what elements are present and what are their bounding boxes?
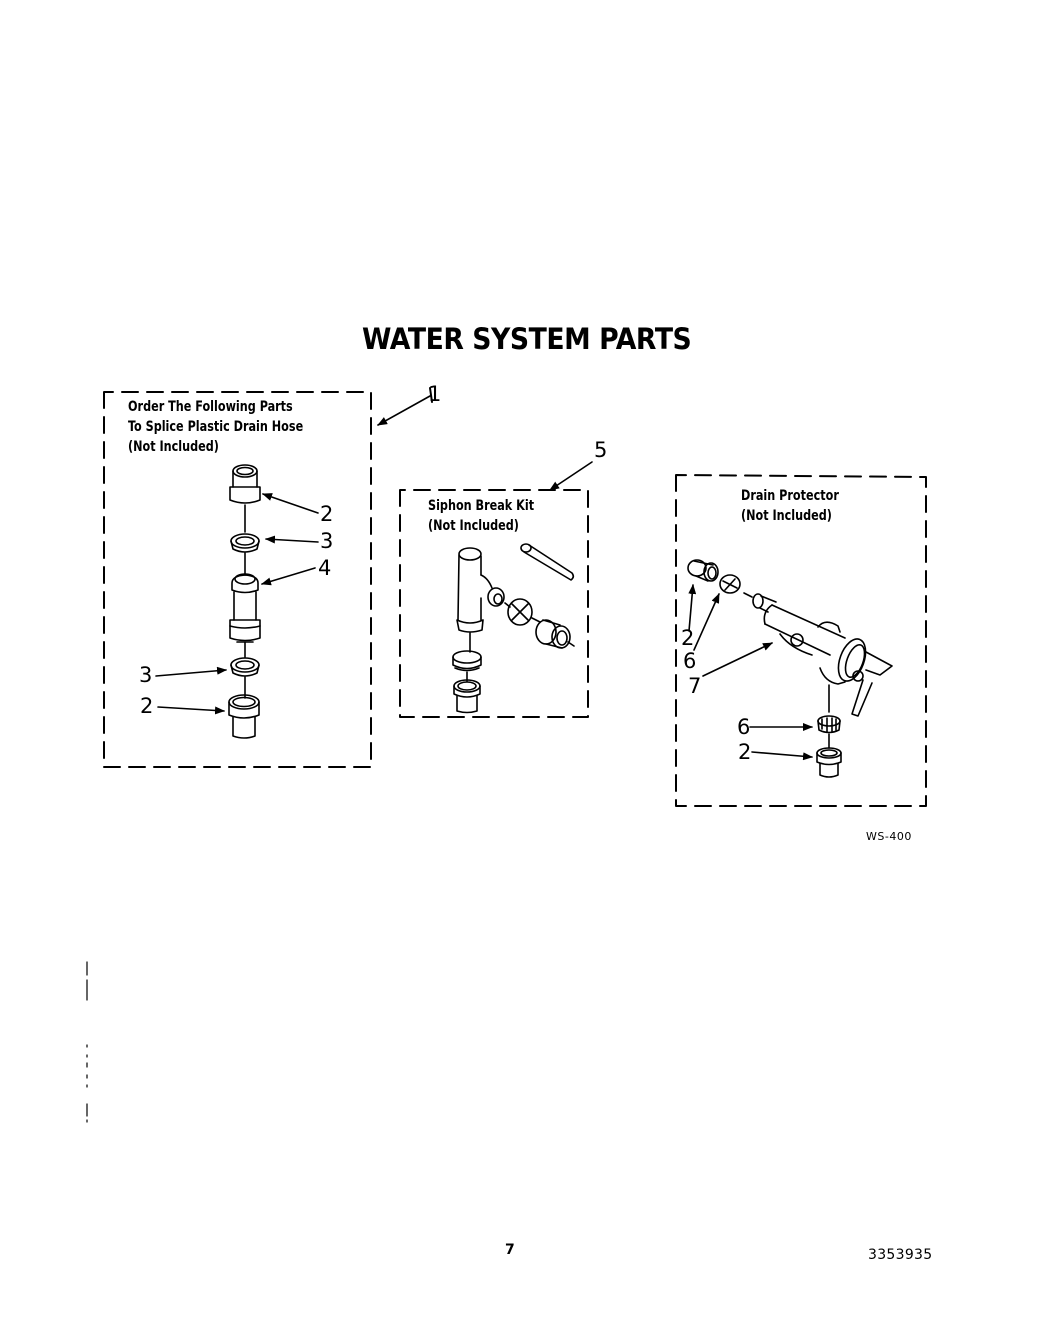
siphon-break-kit-label [428, 496, 534, 536]
protector-ring-bottom-icon [818, 716, 840, 733]
callout-2-top: 2 [320, 502, 334, 526]
pin-icon [521, 544, 573, 580]
callout-7: 7 [688, 674, 702, 698]
tee-fitting-icon [457, 548, 504, 632]
siphon-clamp-bottom-icon [454, 680, 480, 713]
protector-clamp-left-icon [688, 560, 718, 581]
siphon-label-line-1: Siphon Break Kit [428, 498, 535, 514]
ring-top-icon [231, 534, 259, 552]
clamp-bottom-icon [229, 695, 259, 738]
siphon-label-line-2: (Not Included) [428, 518, 519, 534]
callout-5: 5 [594, 438, 608, 462]
callout-1-arrow [378, 396, 430, 425]
protector-ring-left-icon [720, 575, 740, 593]
drain-protector-label [741, 486, 839, 526]
callout-6-bottom: 6 [737, 715, 751, 739]
callout-4: 4 [318, 556, 332, 580]
splice-kit-label-line-2: To Splice Plastic Drain Hose [128, 419, 304, 435]
ring-bottom-icon [231, 658, 259, 676]
callout-2-bottom: 2 [140, 694, 154, 718]
document-number: 3353935 [868, 1247, 933, 1263]
figure-code: WS-400 [866, 830, 912, 843]
drain-protector-label-line-1: Drain Protector [741, 488, 839, 504]
protector-body-icon [753, 594, 892, 716]
callout-3-bottom: 3 [139, 663, 153, 687]
callout-6-left: 6 [683, 649, 697, 673]
callout-1: 1 [428, 382, 442, 406]
callout-5-arrow [550, 462, 592, 490]
callout-3-top: 3 [320, 529, 334, 553]
splice-kit-label-line-1: Order The Following Parts [128, 399, 293, 415]
splice-kit-label-line-3: (Not Included) [128, 439, 219, 455]
page-title: WATER SYSTEM PARTS [362, 322, 692, 356]
drain-protector-label-line-2: (Not Included) [741, 508, 832, 524]
connector-icon [230, 574, 260, 641]
clamp-top-icon [230, 465, 260, 503]
callout-2-bottom-right: 2 [738, 740, 752, 764]
siphon-ring-bottom-icon [453, 651, 481, 671]
siphon-ring-right-icon [508, 599, 532, 625]
callout-2-left: 2 [681, 626, 695, 650]
splice-kit-label [128, 397, 303, 457]
siphon-clamp-right-icon [536, 620, 570, 648]
page-number: 7 [505, 1242, 515, 1258]
protector-clamp-bottom-icon [817, 748, 841, 777]
